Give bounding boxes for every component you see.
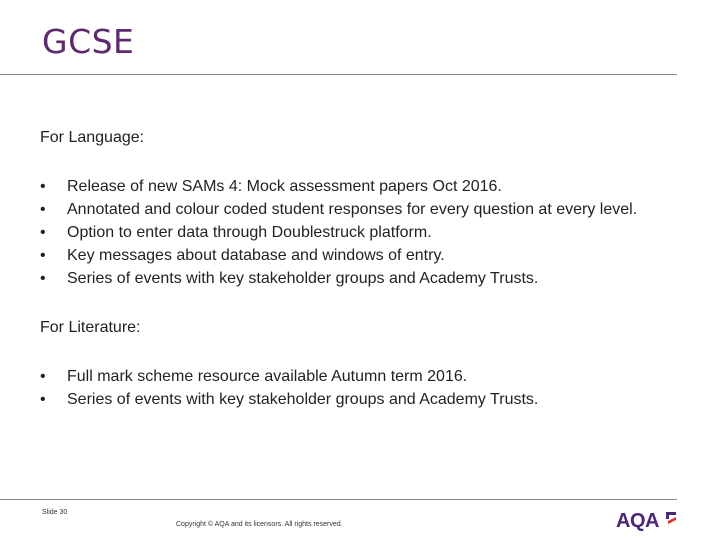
bullet-icon: • [40,391,46,408]
literature-bullet-list [40,365,680,411]
bullet-icon: • [40,368,46,385]
list-item [40,221,680,244]
list-item [40,388,680,411]
literature-heading: For Literature: [40,319,141,336]
language-heading: For Language: [40,129,145,146]
bullet-icon: • [40,178,46,195]
list-item [40,198,680,221]
list-item-text: Full mark scheme resource available Autumn term 2016. [67,368,468,385]
list-item-text: Series of events with key stakeholder groups and Academy Trusts. [67,270,539,287]
list-item [40,175,680,198]
copyright-notice: Copyright © AQA and its licensors. All rights reserved. [176,521,343,528]
bullet-icon: • [40,224,46,241]
footer-divider [0,499,677,500]
bullet-icon: • [40,270,46,287]
list-item-text: Option to enter data through Doublestruck platform. [67,224,432,241]
bullet-icon: • [40,201,46,218]
slide-body [40,126,680,411]
bullet-icon: • [40,247,46,264]
list-item-text: Series of events with key stakeholder groups and Academy Trusts. [67,391,539,408]
list-item [40,267,680,290]
title-divider [0,74,677,75]
list-item-text: Key messages about database and windows of entry. [67,247,445,264]
list-item-text: Annotated and colour coded student responses for every question at every level. [67,201,638,218]
list-item [40,365,680,388]
slide-title: GCSE [42,22,135,61]
logo-text: AQA [616,510,659,532]
language-bullet-list [40,175,680,290]
list-item [40,244,680,267]
list-item-text: Release of new SAMs 4: Mock assessment papers Oct 2016. [67,178,502,195]
slide-number: Slide 30 [42,509,68,516]
aqa-logo [616,508,680,532]
logo-mark-icon [664,510,678,526]
